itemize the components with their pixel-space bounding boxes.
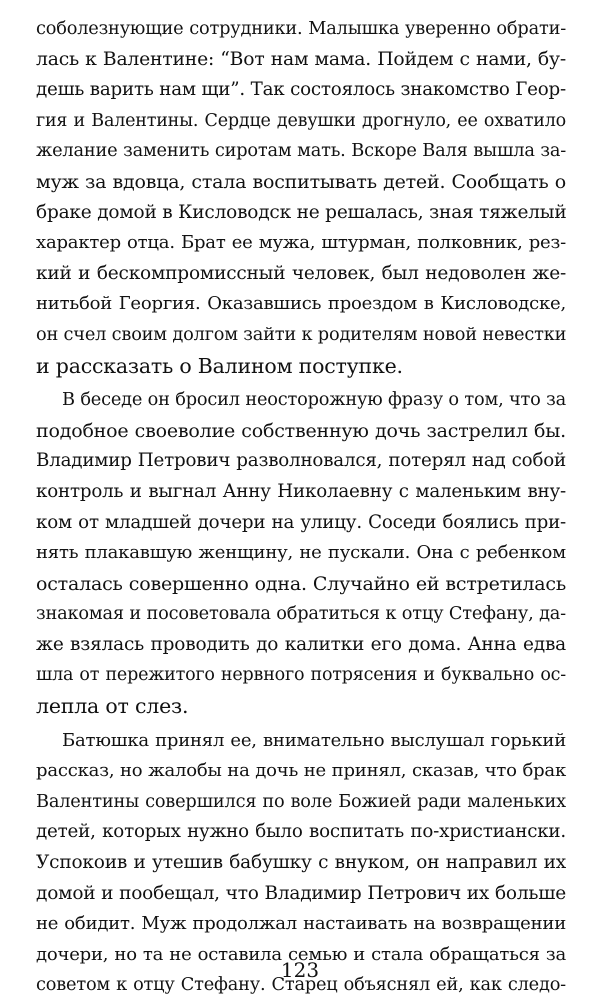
text-line: В беседе он бросил неосторожную фразу о том, что за <box>62 390 566 411</box>
text-line: подобное своеволие собственную дочь застрелил бы. <box>36 419 566 442</box>
text-line: характер отца. Брат ее мужа, штурман, полковник, рез- <box>36 232 566 254</box>
page-number: 123 <box>280 958 320 982</box>
text-line: осталась совершенно одна. Случайно ей встретилась <box>36 572 566 595</box>
text-line: дешь варить нам щи”. Так состоялось знакомство Геор- <box>36 79 566 101</box>
text-line: лась к Валентине: “Вот нам мама. Пойдем с нами, бу- <box>36 48 566 70</box>
text-line: ком от младшей дочери на улицу. Соседи боялись при- <box>36 511 566 533</box>
text-line: контроль и выгнал Анну Николаевну с маленьким вну- <box>36 480 566 502</box>
text-line: нитьбой Георгия. Оказавшись проездом в Кисловодске, <box>36 293 566 315</box>
text-line: Владимир Петрович разволновался, потерял над собой <box>36 450 566 472</box>
text-line: советом к отцу Стефану. Старец объяснял ей, как следо- <box>36 975 566 996</box>
text-line: и рассказать о Валином поступке. <box>36 353 403 378</box>
text-line: Успокоив и утешив бабушку с внуком, он направил их <box>36 852 566 874</box>
text-line: кий и бескомпромиссный человек, был недоволен же- <box>36 262 566 284</box>
text-line: знакомая и посоветовала обратиться к отцу Стефану, да- <box>36 604 566 625</box>
text-line: Валентины совершился по воле Божией ради маленьких <box>36 791 566 812</box>
text-line: же взялась проводить до калитки его дома. Анна едва <box>36 633 566 655</box>
text-line: детей, которых нужно было воспитать по-христиански. <box>36 821 566 843</box>
text-line: Батюшка принял ее, внимательно выслушал горький <box>62 729 566 751</box>
paragraph-1 <box>36 14 566 381</box>
text-line: соболезнующие сотрудники. Малышка уверенно обрати- <box>36 19 566 39</box>
text-line: он счел своим долгом зайти к родителям новой невестки <box>36 324 567 345</box>
paragraph-2 <box>36 385 566 722</box>
text-line: гия и Валентины. Сердце девушки дрогнуло, ее охватило <box>36 110 566 131</box>
text-line: браке домой в Кисловодск не решалась, зная тяжелый <box>36 201 567 223</box>
body-text <box>36 14 566 1001</box>
text-line: рассказ, но жалобы на дочь не принял, сказав, что брак <box>36 760 566 782</box>
text-line: муж за вдовца, стала воспитывать детей. Сообщать о <box>36 170 566 193</box>
text-line: дочери, но та не оставила семью и стала обращаться за <box>36 943 566 965</box>
text-line: желание заменить сиротам мать. Вскоре Валя вышла за- <box>36 141 566 162</box>
text-line: шла от пережитого нервного потрясения и буквально ос- <box>36 665 566 686</box>
text-line: домой и пообещал, что Владимир Петрович их больше <box>36 882 566 904</box>
text-line: лепла от слез. <box>36 694 189 719</box>
text-line: нять плакавшую женщину, не пускали. Она с ребенком <box>36 542 566 564</box>
text-line: не обидит. Муж продолжал настаивать на возвращении <box>36 913 566 935</box>
